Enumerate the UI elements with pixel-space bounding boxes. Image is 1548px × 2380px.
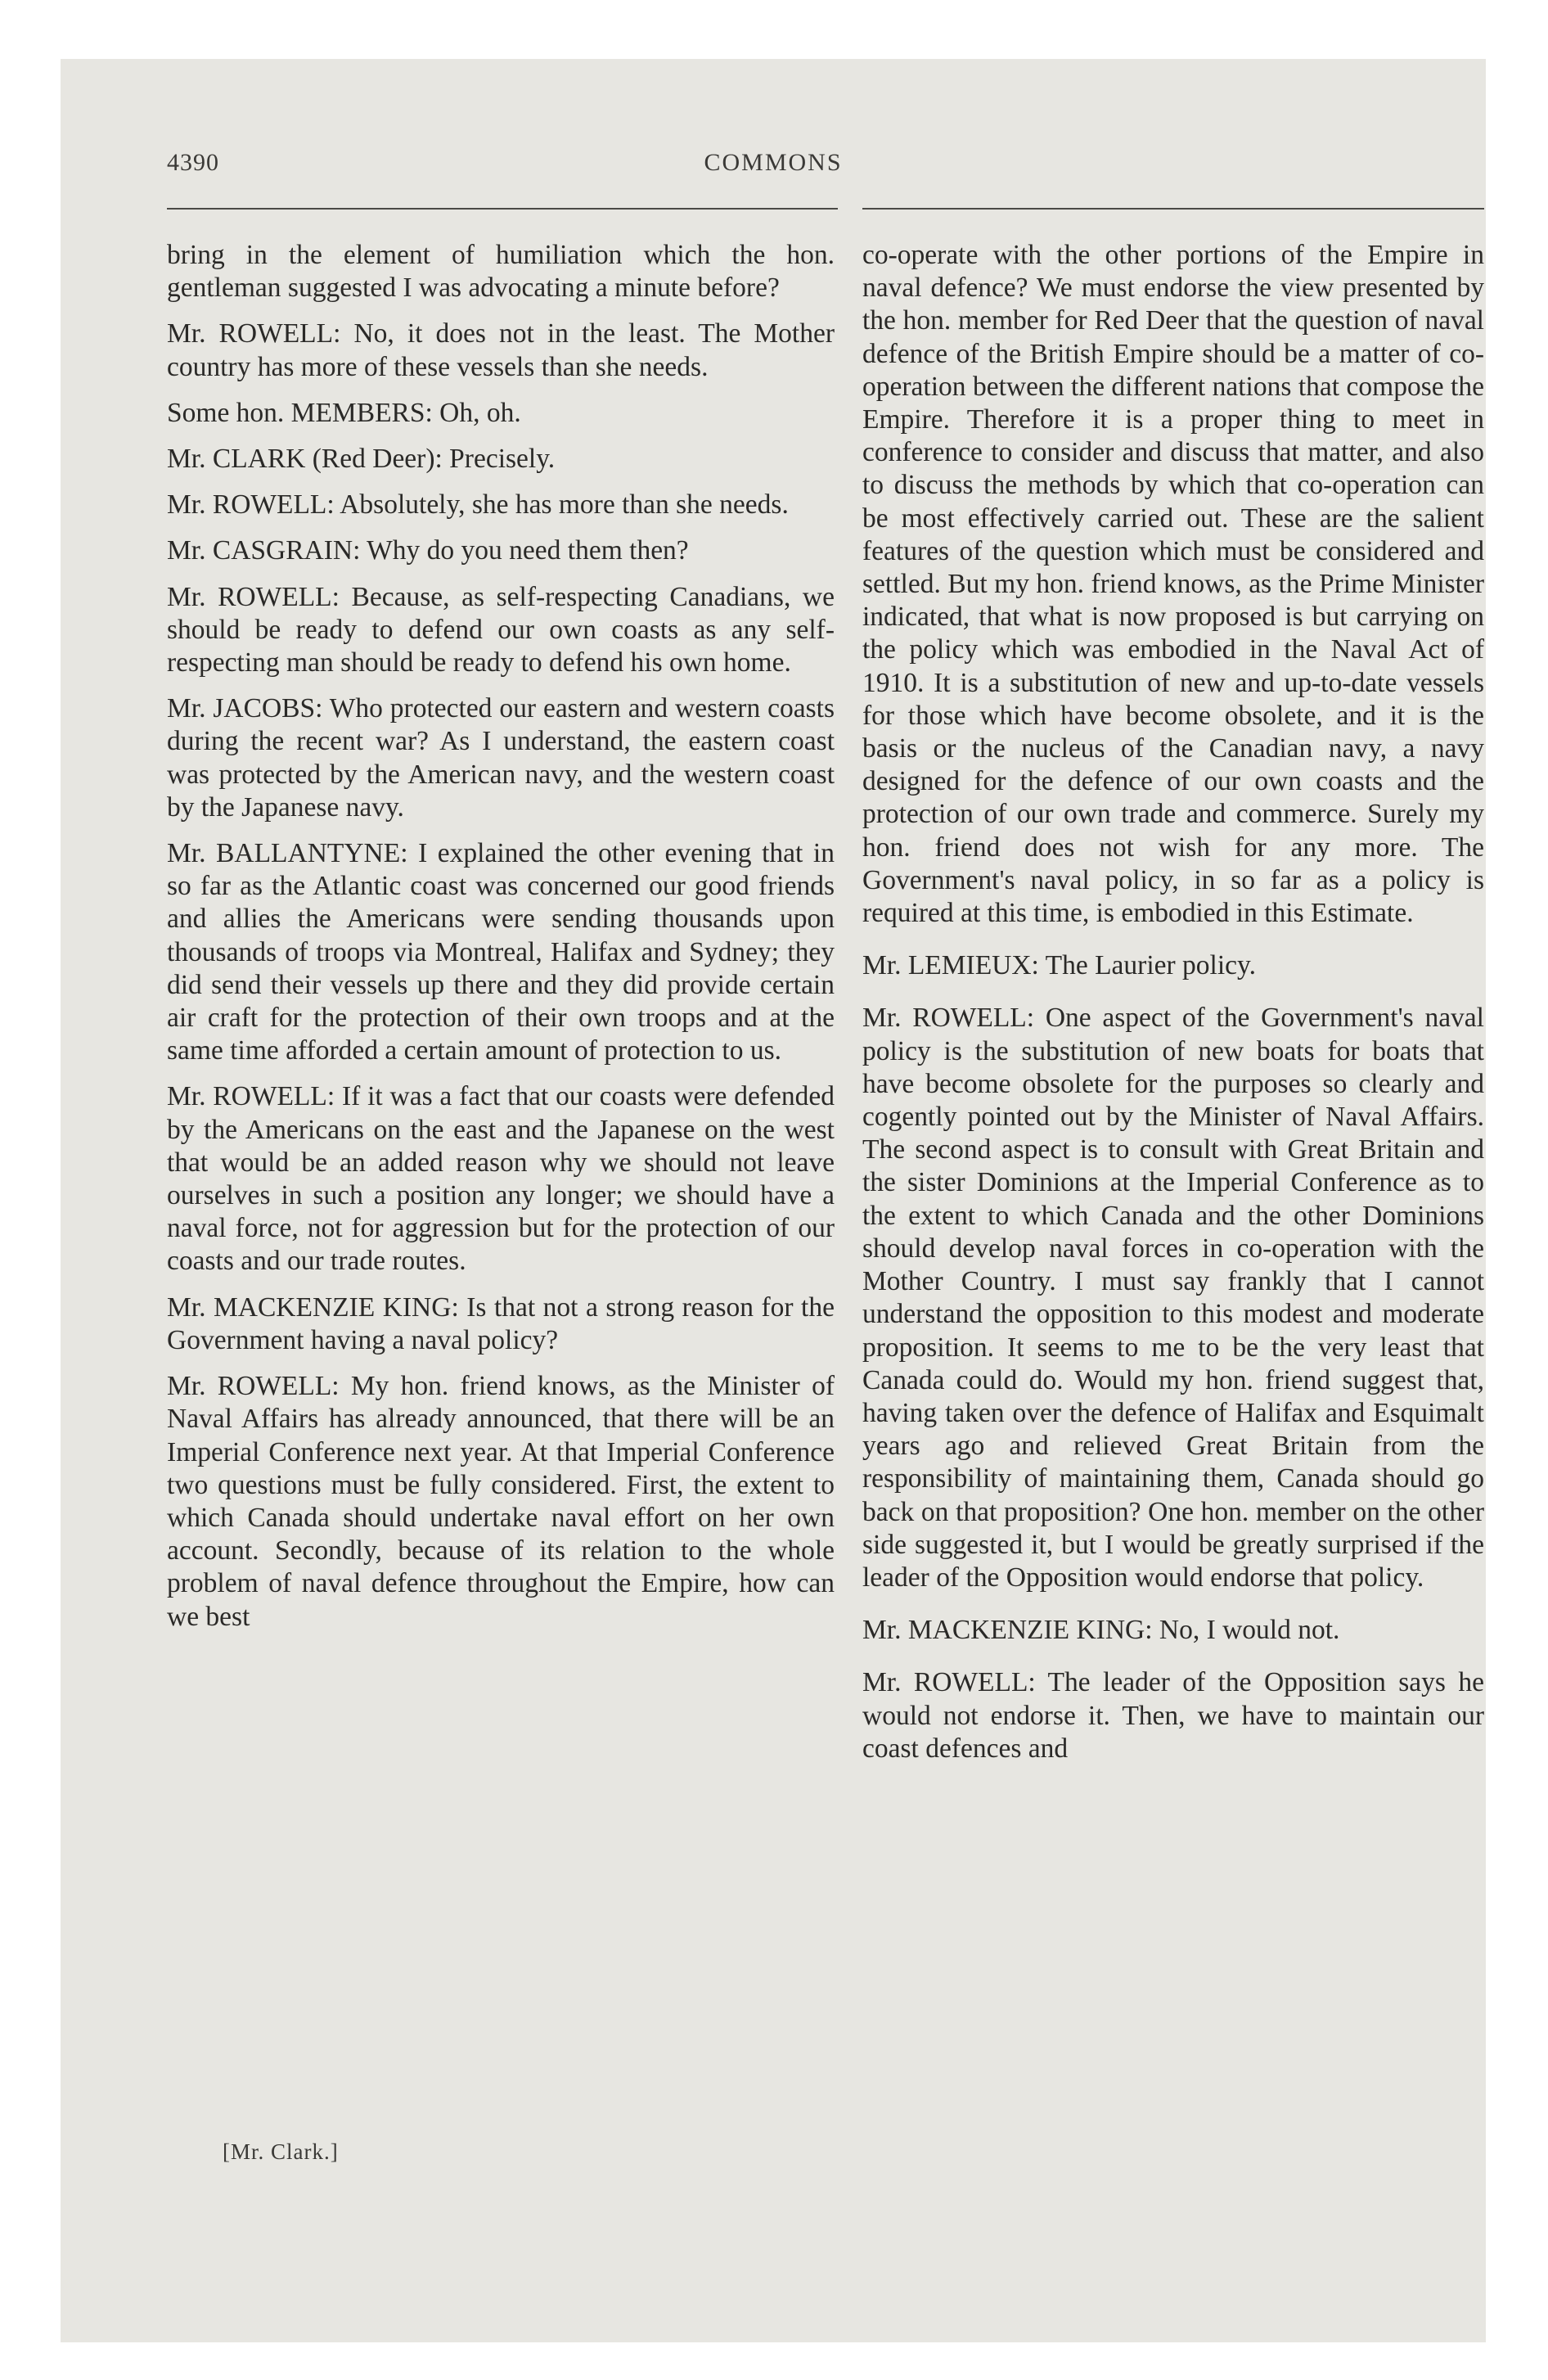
paragraph: Mr. MACKENZIE KING: No, I would not. — [862, 1615, 1340, 1646]
paragraph: Mr. LEMIEUX: The Laurier policy. — [862, 950, 1256, 981]
header-rule-left — [167, 208, 838, 210]
paragraph: Mr. CASGRAIN: Why do you need them then? — [167, 535, 689, 566]
paragraph: co-operate with the other portions of the Empire in naval defence? We must endorse the view presented by the hon. member for Red Deer that the question of naval defence of the British Empire should be a matter of co-operation between the different nations that compose the Empire. Therefore it is a proper thing to meet in conference to consider and discuss that matter, and also to discuss the methods by which that co-operation can be most effectively carried out. These are the salient features of the question which must be considered and settled. But my hon. friend knows, as the Prime Minister indicated, that what is now proposed is but carrying on the policy which was embodied in the Naval Act of 1910. It is a substitution of new and up-to-date vessels for those which have become obsolete, and it is the basis or the nucleus of the Canadian navy, a navy designed for the defence of our own coasts and the protection of our own trade and commerce. Surely my hon. friend does not wish for any more. The Government's naval policy, in so far as a policy is required at this time, is embodied in this Estimate. — [862, 240, 1484, 929]
page-number: 4390 — [167, 149, 219, 176]
paragraph: Mr. ROWELL: No, it does not in the least. The Mother country has more of these vessels than she needs. — [167, 318, 835, 382]
paragraph: Mr. CLARK (Red Deer): Precisely. — [167, 444, 556, 475]
paragraph: Mr. ROWELL: My hon. friend knows, as the Minister of Naval Affairs has already announced, that there will be an Imperial Conference next year. At that Imperial Conference two questions must be fully considered. First, the extent to which Canada should undertake naval effort on her own account. Secondly, because of its relation to the whole problem of naval defence throughout the Empire, how can we best — [167, 1371, 835, 1632]
paragraph: Mr. ROWELL: Because, as self-respecting Canadians, we should be ready to defend our own coasts as any self-respecting man should be ready to defend his own home. — [167, 581, 835, 678]
paragraph: Mr. ROWELL: If it was a fact that our coasts were defended by the Americans on the east and the Japanese on the west that would be an added reason why we should not leave ourselves in such a position any longer; we should have a naval force, not for aggression but for the protection of our coasts and our trade routes. — [167, 1081, 835, 1277]
paragraph: Some hon. MEMBERS: Oh, oh. — [167, 397, 521, 428]
right-column — [862, 239, 1484, 1778]
section-title: COMMONS — [704, 149, 843, 176]
left-column — [167, 239, 835, 1647]
paragraph: Mr. MACKENZIE KING: Is that not a strong reason for the Government having a naval policy? — [167, 1291, 835, 1355]
scanned-page — [61, 59, 1486, 2342]
footer-speaker-note: [Mr. Clark.] — [223, 2139, 339, 2164]
paragraph: Mr. ROWELL: One aspect of the Government's naval policy is the substitution of new boats for boats that have become obsolete for the purposes so clearly and cogently pointed out by the Minister of Naval Affairs. The second aspect is to consult with Great Britain and the sister Dominions at the Imperial Conference as to the extent to which Canada and the other Dominions should develop naval forces in co-operation with the Mother Country. I must say frankly that I cannot understand the opposition to this modest and moderate proposition. It seems to me to be the very least that Canada could do. Would my hon. friend suggest that, having taken over the defence of Halifax and Esquimalt years ago and relieved Great Britain from the responsibility of maintaining them, Canada should go back on that proposition? One hon. member on the other side suggested it, but I would be greatly surprised if the leader of the Opposition would endorse that policy. — [862, 1003, 1484, 1593]
paragraph: Mr. ROWELL: The leader of the Opposition says he would not endorse it. Then, we have to maintain our coast defences and — [862, 1667, 1484, 1764]
paragraph: bring in the element of humiliation which the hon. gentleman suggested I was advocating a minute before? — [167, 240, 835, 304]
running-header — [61, 149, 1486, 182]
paragraph: Mr. JACOBS: Who protected our eastern and western coasts during the recent war? As I understand, the eastern coast was protected by the American navy, and the western coast by the Japanese navy. — [167, 693, 835, 823]
paragraph: Mr. BALLANTYNE: I explained the other evening that in so far as the Atlantic coast was concerned our good friends and allies the Americans were sending thousands upon thousands of troops via Montreal, Halifax and Sydney; they did send their vessels up there and they did provide certain air craft for the protection of their own troops and at the same time afforded a certain amount of protection to us. — [167, 838, 835, 1066]
paragraph: Mr. ROWELL: Absolutely, she has more than she needs. — [167, 489, 789, 521]
header-rule-right — [862, 208, 1484, 210]
